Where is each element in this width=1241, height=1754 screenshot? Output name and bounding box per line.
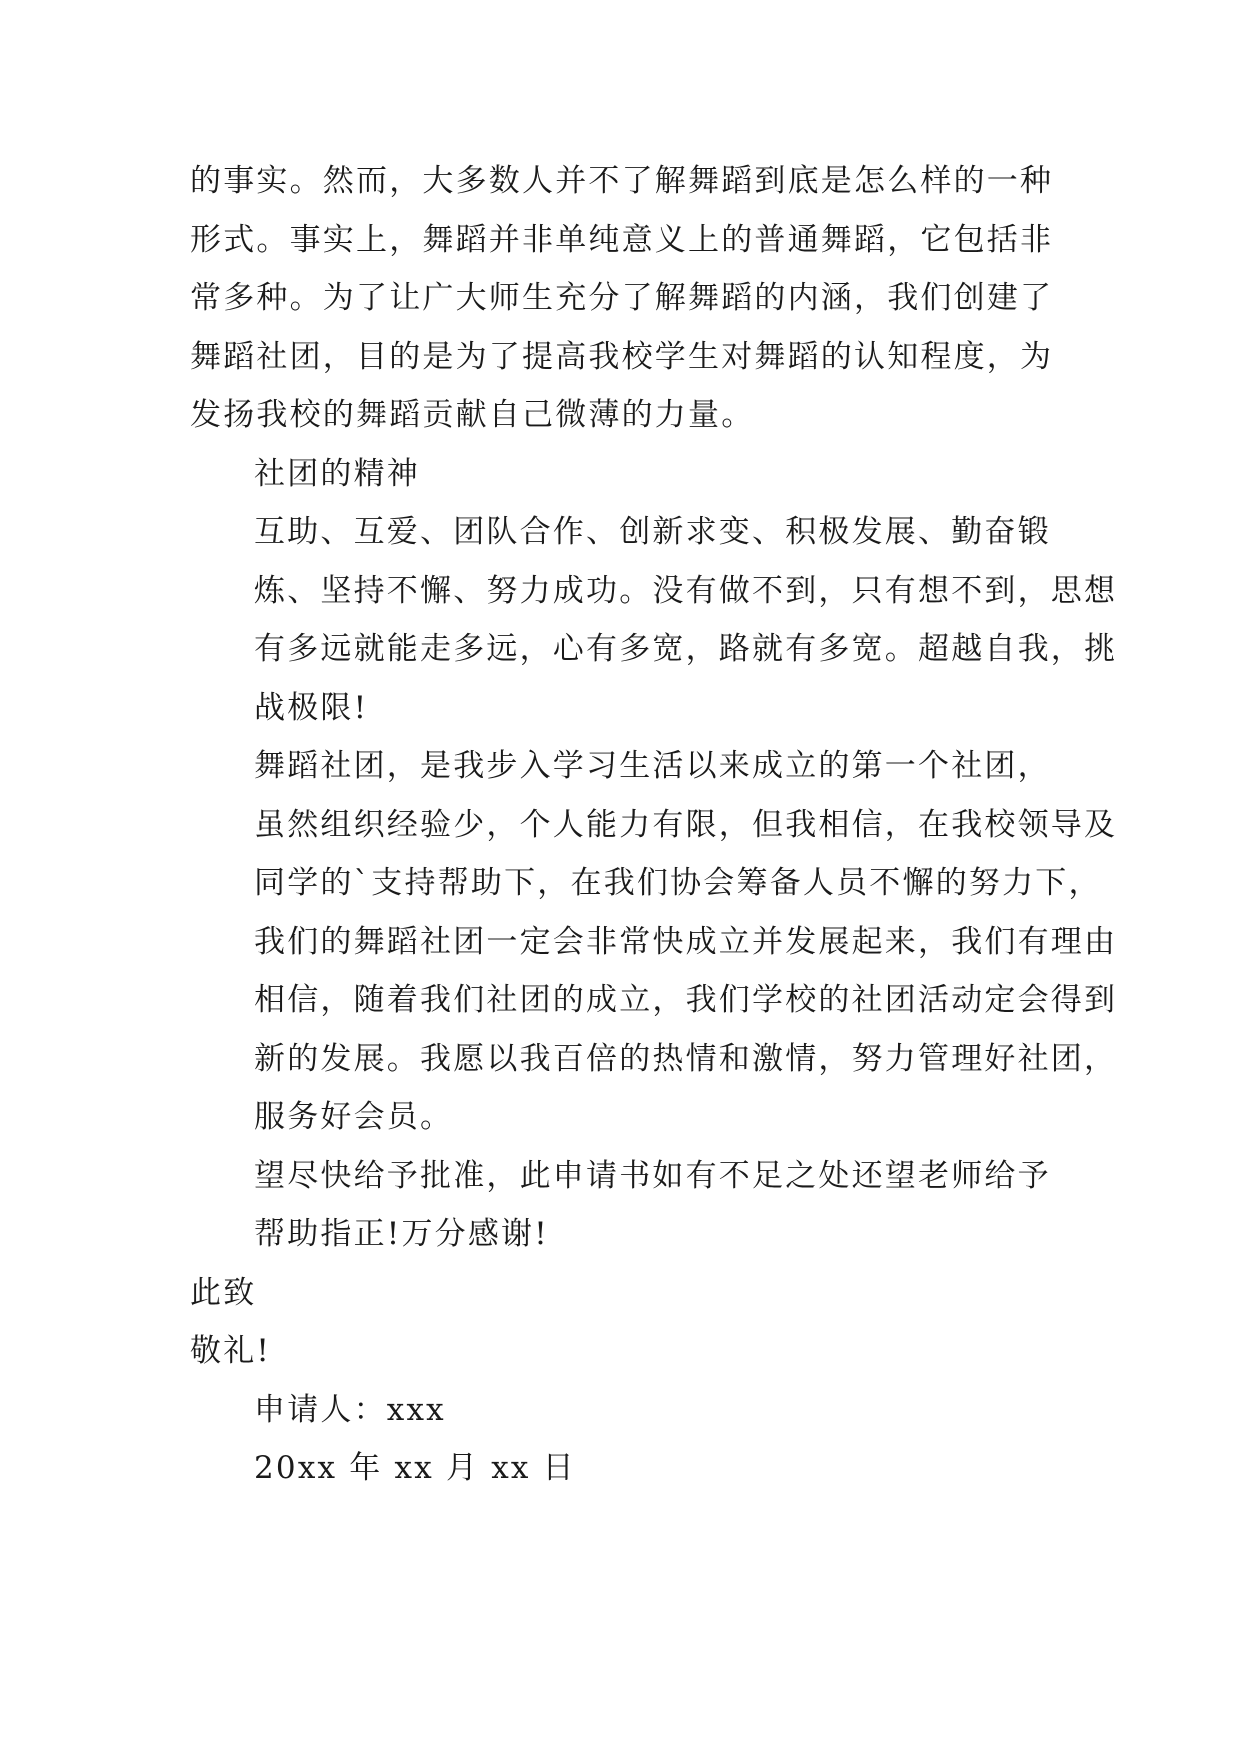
text-line: 望尽快给予批准，此申请书如有不足之处还望老师给予 xyxy=(254,1157,1051,1194)
text-line: 服务好会员。 xyxy=(254,1099,454,1135)
text-line: 战极限! xyxy=(254,689,369,726)
paragraph-spirit-body xyxy=(190,503,1118,737)
text-line: 发扬我校的舞蹈贡献自己微薄的力量。 xyxy=(190,397,755,433)
paragraph-date xyxy=(190,1439,1070,1498)
paragraph-closing-2 xyxy=(190,1322,1070,1381)
paragraph-closing-1 xyxy=(190,1264,1070,1323)
text-line: 敬礼! xyxy=(190,1333,272,1369)
text-line: 舞蹈社团，目的是为了提高我校学生对舞蹈的认知程度，为 xyxy=(190,338,1054,375)
text-line: 炼、坚持不懈、努力成功。没有做不到，只有想不到，思想 xyxy=(254,572,1118,609)
document-body xyxy=(190,152,1118,1498)
paragraph-intro-continued xyxy=(190,152,1070,445)
paragraph-request-body xyxy=(190,1147,1070,1264)
text-line: 社团的精神 xyxy=(254,455,420,492)
text-line: 常多种。为了让广大师生充分了解舞蹈的内涵，我们创建了 xyxy=(190,280,1054,316)
paragraph-spirit-heading xyxy=(190,445,1070,504)
text-line: 我们的舞蹈社团一定会非常快成立并发展起来，我们有理由 xyxy=(254,923,1118,960)
text-line: 有多远就能走多远，心有多宽，路就有多宽。超越自我，挑 xyxy=(254,631,1118,667)
text-line: 同学的`支持帮助下，在我们协会筹备人员不懈的努力下， xyxy=(254,865,1102,901)
text-line: 舞蹈社团，是我步入学习生活以来成立的第一个社团， xyxy=(254,748,1051,784)
text-line: 申请人：xxx xyxy=(254,1391,446,1428)
paragraph-applicant xyxy=(190,1381,1070,1440)
text-line: 相信，随着我们社团的成立，我们学校的社团活动定会得到 xyxy=(254,982,1118,1018)
text-line: 此致 xyxy=(190,1274,257,1311)
text-line: 的事实。然而，大多数人并不了解舞蹈到底是怎么样的一种 xyxy=(190,163,1054,199)
text-line: 新的发展。我愿以我百倍的热情和激情，努力管理好社团， xyxy=(254,1040,1118,1077)
text-line: 帮助指正!万分感谢! xyxy=(254,1216,549,1252)
text-line: 形式。事实上，舞蹈并非单纯意义上的普通舞蹈，它包括非 xyxy=(190,221,1054,258)
paragraph-club-body xyxy=(190,737,1118,1147)
text-line: 虽然组织经验少，个人能力有限，但我相信，在我校领导及 xyxy=(254,806,1118,843)
text-line: 互助、互爱、团队合作、创新求变、积极发展、勤奋锻 xyxy=(254,514,1051,550)
text-line: 20xx 年 xx 月 xx 日 xyxy=(254,1450,576,1486)
